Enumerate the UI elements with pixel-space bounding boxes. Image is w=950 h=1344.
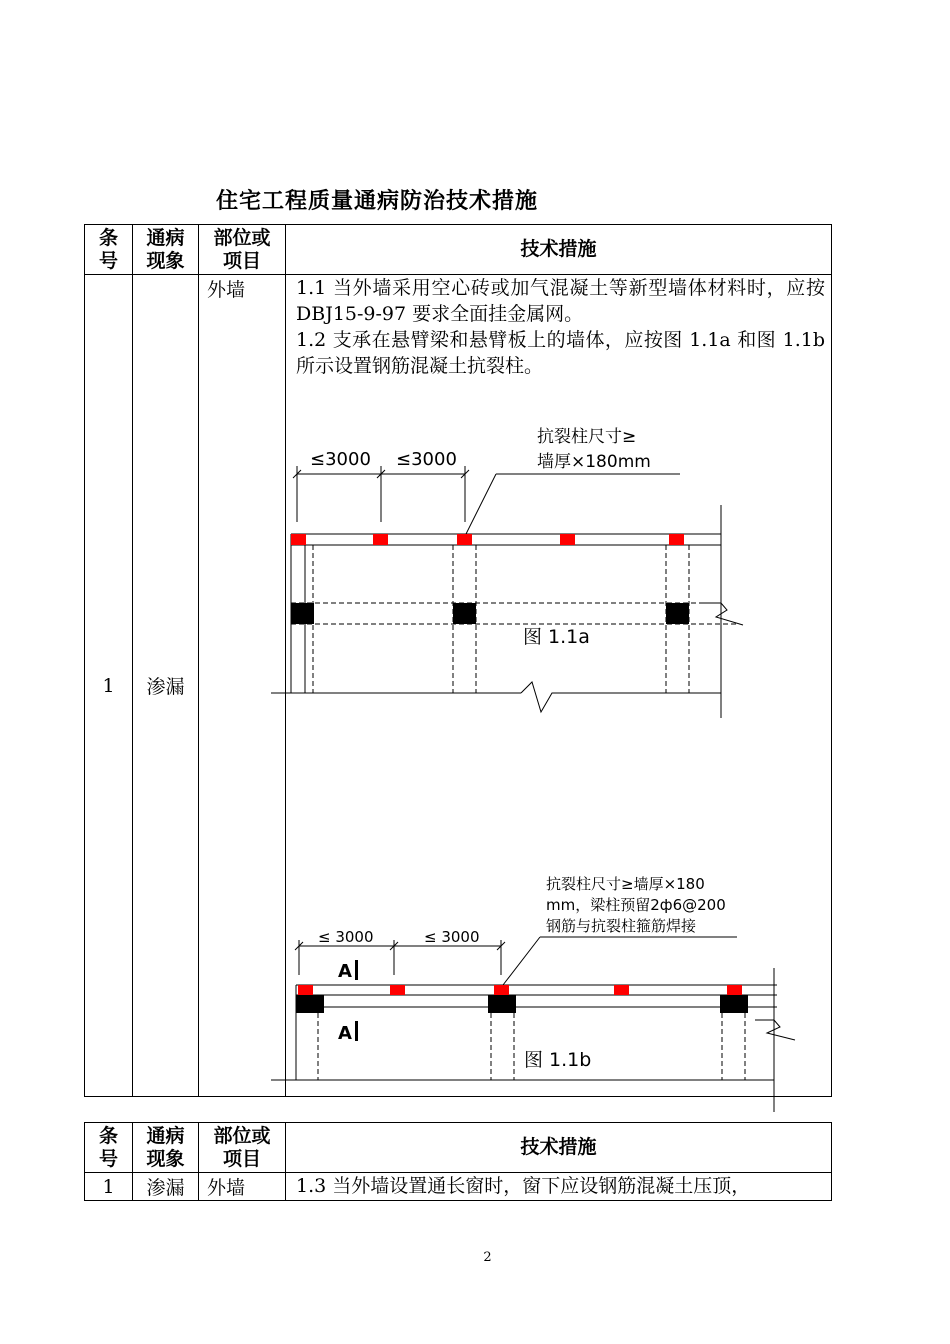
page-number: 2 <box>483 1250 492 1265</box>
row-symptom: 渗漏 <box>133 275 199 1097</box>
header-measures: 技术措施 <box>286 1123 832 1173</box>
fig-a-label: 图 1.1a <box>523 626 590 648</box>
measure-1-1: 1.1 当外墙采用空心砖或加气混凝土等新型墙体材料时，应按 DBJ15-9-97 要求全面挂金属网。 <box>296 277 825 325</box>
red-marker <box>614 985 629 995</box>
table-header-row <box>85 1123 832 1173</box>
header-symptom: 通病 现象 <box>133 1123 199 1173</box>
header-measures: 技术措施 <box>286 225 832 275</box>
row-location: 外墙 <box>199 1173 286 1201</box>
measure-1-2: 1.2 支承在悬臂梁和悬臂板上的墙体，应按图 1.1a 和图 1.1b 所示设置钢筋混凝土抗裂柱。 <box>296 329 825 377</box>
black-column <box>488 995 516 1013</box>
red-marker <box>390 985 405 995</box>
fig-a-dim2: ≤3000 <box>396 449 457 470</box>
fig-a-dim1: ≤3000 <box>310 449 371 470</box>
fig-b-dim1: ≤ 3000 <box>318 928 374 946</box>
fig-b-label: 图 1.1b <box>524 1049 592 1071</box>
row-symptom: 渗漏 <box>133 1173 199 1201</box>
measures-table-continued <box>84 1122 832 1201</box>
header-no: 条 号 <box>85 225 133 275</box>
fig-b-dim2: ≤ 3000 <box>424 928 480 946</box>
measure-1-3: 1.3 当外墙设置通长窗时，窗下应设钢筋混凝土压顶， <box>286 1173 832 1201</box>
fig-b-note-line3: 钢筋与抗裂柱箍筋焊接 <box>546 917 697 935</box>
fig-b-note-line2: mm，梁柱预留2ф6@200 <box>546 896 726 914</box>
header-location: 部位或 项目 <box>199 225 286 275</box>
fig-a-note-line2: 墙厚×180mm <box>537 452 651 472</box>
black-column <box>296 995 324 1013</box>
fig-b-note-line1: 抗裂柱尺寸≥墙厚×180 <box>546 875 705 893</box>
red-marker <box>298 985 313 995</box>
row-no: 1 <box>85 1173 133 1201</box>
section-mark-top: A <box>338 961 352 982</box>
red-marker <box>727 985 742 995</box>
table-row <box>85 1173 832 1201</box>
page-title: 住宅工程质量通病防治技术措施 <box>216 189 539 214</box>
header-no: 条 号 <box>85 1123 133 1173</box>
row-location: 外墙 <box>199 275 286 1097</box>
header-location: 部位或 项目 <box>199 1123 286 1173</box>
row-no: 1 <box>85 275 133 1097</box>
black-column <box>720 995 748 1013</box>
section-mark-bottom: A <box>338 1023 352 1044</box>
red-marker <box>494 985 509 995</box>
fig-a-note-line1: 抗裂柱尺寸≥ <box>537 427 637 447</box>
header-symptom: 通病 现象 <box>133 225 199 275</box>
